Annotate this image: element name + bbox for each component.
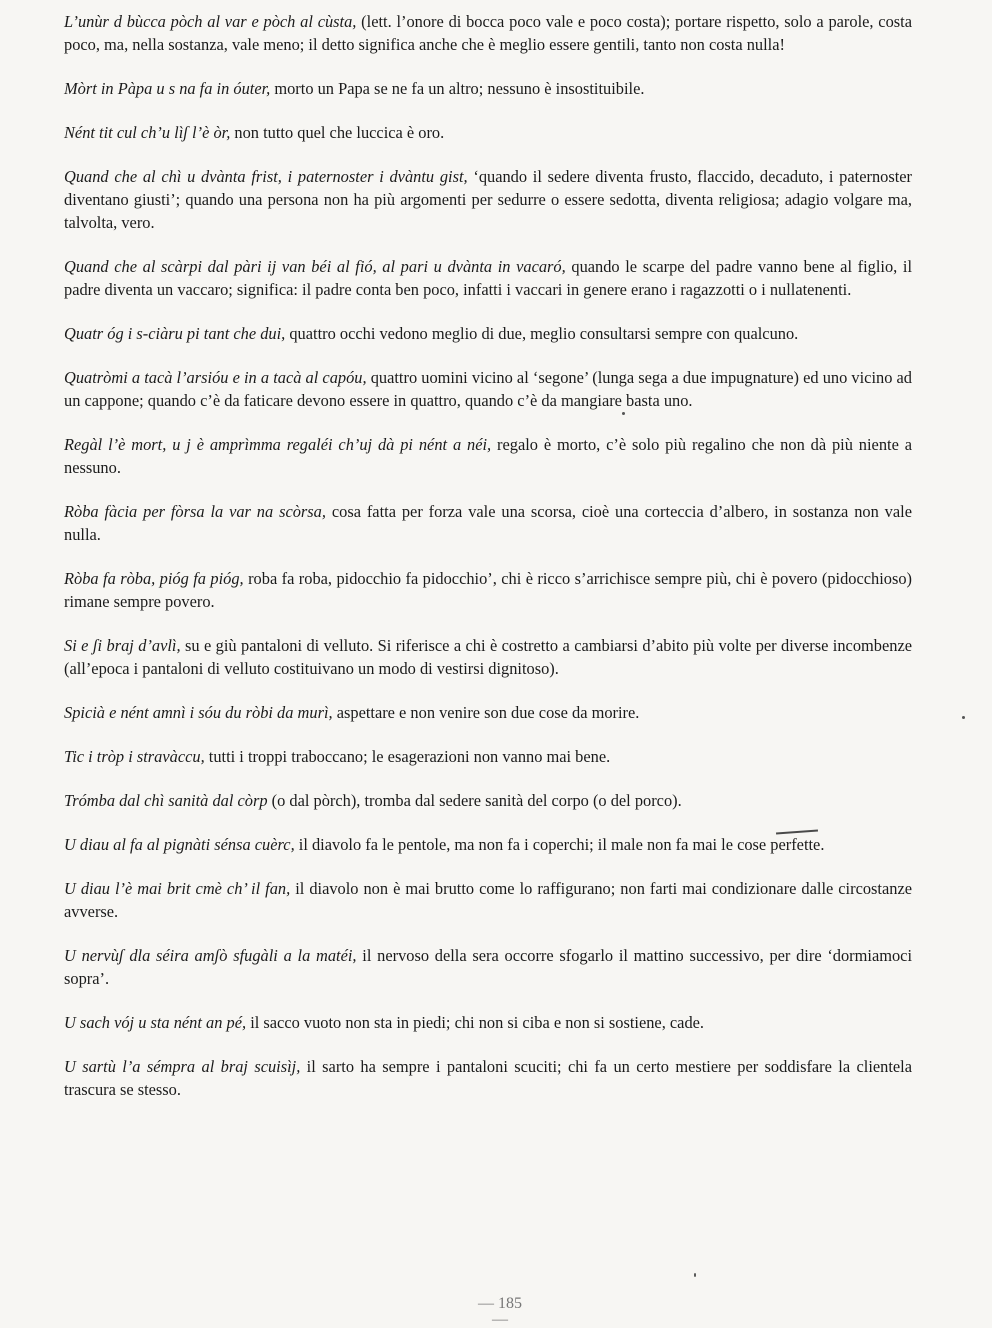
- proverb-meaning: ‘quando il sedere diventa frusto, flaccido, decaduto, i paternoster diventano giusti’; quando una persona non ha più argomenti per sedurre o essere sedotta, diventa religiosa; adagio volgare ma, talvolta, vero.: [64, 167, 913, 232]
- proverb-text: Quand che al scàrpi dal pàri ij van béi al fió, al pari u dvànta in vacaró,: [64, 257, 566, 276]
- proverb-entry: [64, 877, 912, 923]
- proverb-meaning: non tutto quel che luccica è oro.: [230, 123, 445, 142]
- proverb-text: L’unùr d bùcca pòch al var e pòch al cùsta,: [64, 12, 357, 31]
- proverb-text: Quatr óg i s-ciàru pi tant che dui,: [64, 324, 286, 343]
- proverb-text: U nervùʃ dla séira amʃò sfugàli a la matéi,: [64, 946, 357, 965]
- proverb-text: Quatròmi a tacà l’arsióu e in a tacà al capóu,: [64, 368, 367, 387]
- scan-speck: [694, 1273, 696, 1277]
- proverb-text: Ròba fàcia per fòrsa la var na scòrsa,: [64, 502, 326, 521]
- proverb-meaning: su e giù pantaloni di velluto. Si riferisce a chi è costretto a cambiarsi d’abito più volte per diverse incombenze (all’epoca i pantaloni di velluto costituivano un modo di vestirsi dignitoso).: [64, 636, 912, 678]
- proverb-entry: [64, 366, 912, 412]
- proverb-text: U sartù l’a sémpra al braj scuisìj,: [64, 1057, 301, 1076]
- proverb-text: U sach vój u sta nént an pé,: [64, 1013, 247, 1032]
- proverb-entry: [64, 10, 912, 56]
- proverb-text: U diau l’è mai brit cmè ch’ il fan,: [64, 879, 291, 898]
- proverb-text: Tic i tròp i stravàccu,: [64, 747, 205, 766]
- proverb-entry: [64, 77, 912, 100]
- proverb-text: Quand che al chì u dvànta frist, i paternoster i dvàntu gist,: [64, 167, 468, 186]
- proverb-meaning: quando le scarpe del padre vanno bene al figlio, il padre diventa un vaccaro; significa: il padre conta ben poco, infatti i vaccari in genere erano i ragazzotti o i nullatenenti.: [64, 257, 912, 299]
- proverb-meaning: morto un Papa se ne fa un altro; nessuno è insostituibile.: [270, 79, 645, 98]
- proverb-entry: [64, 322, 912, 345]
- proverb-entry: [64, 500, 912, 546]
- proverb-entry: [64, 701, 912, 724]
- proverb-meaning: aspettare e non venire son due cose da morire.: [332, 703, 640, 722]
- proverb-meaning: regalo è morto, c’è solo più regalino che non dà più niente a nessuno.: [64, 435, 912, 477]
- proverb-meaning: (lett. l’onore di bocca poco vale e poco costa); portare rispetto, solo a parole, costa poco, ma, nella sostanza, vale meno; il detto significa anche che è meglio essere gentili, tanto non costa nulla!: [64, 12, 912, 54]
- page-number: — 185 —: [478, 1295, 522, 1328]
- proverb-meaning: il diavolo non è mai brutto come lo raffigurano; non farti mai condizionare dalle circostanze avverse.: [64, 879, 912, 921]
- proverb-entry: [64, 1011, 912, 1034]
- proverb-entry: [64, 165, 912, 234]
- proverb-entry: [64, 255, 912, 301]
- document-page: [64, 10, 912, 1122]
- proverb-text: Mòrt in Pàpa u s na fa in óuter,: [64, 79, 271, 98]
- proverb-meaning: cosa fatta per forza vale una scorsa, cioè una corteccia d’albero, in sostanza non vale nulla.: [64, 502, 912, 544]
- proverb-text: Spicià e nént amnì i sóu du ròbi da murì,: [64, 703, 333, 722]
- proverb-entry: [64, 944, 912, 990]
- proverb-meaning: quattro occhi vedono meglio di due, meglio consultarsi sempre con qualcuno.: [285, 324, 799, 343]
- scan-speck: [622, 412, 625, 415]
- proverb-meaning: il diavolo fa le pentole, ma non fa i coperchi; il male non fa mai le cose perfette.: [294, 835, 825, 854]
- proverb-entry: [64, 567, 912, 613]
- proverb-text: U diau al fa al pignàti sénsa cuèrc,: [64, 835, 295, 854]
- proverb-entry: [64, 1055, 912, 1101]
- proverb-text: Si e ʃi braj d’avlì,: [64, 636, 181, 655]
- proverb-entry: [64, 789, 912, 812]
- proverb-meaning: tutti i troppi traboccano; le esagerazioni non vanno mai bene.: [204, 747, 611, 766]
- proverb-meaning: roba fa roba, pidocchio fa pidocchio’, chi è ricco s’arrichisce sempre più, chi è povero (pidocchioso) rimane sempre povero.: [64, 569, 912, 611]
- proverb-meaning: quattro uomini vicino al ‘segone’ (lunga sega a due impugnature) ed uno vicino ad un cappone; quando c’è da faticare devono essere in quattro, quando c’è da mangiare basta uno.: [64, 368, 912, 410]
- proverb-text: Nént tit cul ch’u lìʃ l’è òr,: [64, 123, 231, 142]
- proverb-entry: [64, 634, 912, 680]
- proverb-text: Regàl l’è mort, u j è amprìmma regaléi ch’uj dà pi nént a néi,: [64, 435, 492, 454]
- proverb-text: Ròba fa ròba, pióg fa pióg,: [64, 569, 244, 588]
- proverb-meaning: (o dal pòrch), tromba dal sedere sanità del corpo (o del porco).: [267, 791, 682, 810]
- proverb-meaning: il sacco vuoto non sta in piedi; chi non si ciba e non si sostiene, cade.: [246, 1013, 705, 1032]
- proverb-text: Trómba dal chì sanità dal còrp: [64, 791, 268, 810]
- proverb-entry: [64, 433, 912, 479]
- proverb-entry: [64, 833, 912, 856]
- proverb-meaning: il sarto ha sempre i pantaloni scuciti; chi fa un certo mestiere per soddisfare la clientela trascura se stesso.: [64, 1057, 912, 1099]
- proverb-entry: [64, 121, 912, 144]
- scan-speck: [962, 716, 965, 719]
- proverb-meaning: il nervoso della sera occorre sfogarlo il mattino successivo, per dire ‘dormiamoci sopra’.: [64, 946, 912, 988]
- proverb-entry: [64, 745, 912, 768]
